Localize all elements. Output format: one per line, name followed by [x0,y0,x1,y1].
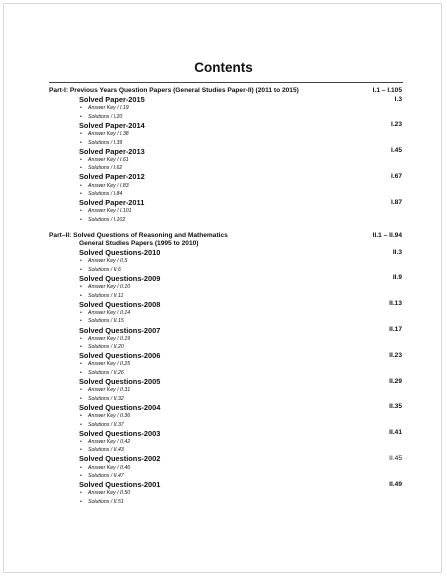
solutions-ref [80,447,124,453]
toc-entry-page: II.49 [389,480,402,488]
toc-entry-page: I.3 [394,95,402,103]
answer-key-text: Answer Key / I.38 [88,130,129,137]
part-subtitle-row [0,240,447,249]
toc-subentry-row [0,335,447,344]
answer-key-text: Answer Key / II.46 [88,464,131,471]
toc-entry-page: II.35 [389,403,402,411]
toc-entry-row[interactable] [0,249,447,258]
solutions-ref [80,217,125,223]
toc-entry-title[interactable]: Solved Questions-2010 [79,248,161,258]
toc-entry-title[interactable]: Solved Paper-2012 [79,172,145,182]
solutions-text: Solutions / II.43 [88,447,124,454]
solutions-text: Solutions / I.20 [88,113,123,120]
toc-entry-title[interactable]: Solved Questions-2008 [79,299,161,309]
answer-key-ref [80,387,130,393]
solutions-text: Solutions / I.39 [88,139,123,146]
toc-subentry-row [0,369,447,378]
toc-subentry-row [0,257,447,266]
solutions-text: Solutions / I.84 [88,191,123,198]
toc-entry-row[interactable] [0,326,447,335]
solutions-ref [80,499,124,505]
toc-subentry-row [0,438,447,447]
solutions-ref [80,370,124,376]
toc-entry-page: II.45 [389,454,402,462]
title-underline [49,82,403,83]
toc-entry-title[interactable]: Solved Questions-2005 [79,377,161,387]
toc-subentry-row [0,395,447,404]
toc-entry-title[interactable]: Solved Paper-2013 [79,146,145,156]
answer-key-ref [80,490,130,496]
answer-key-ref [80,336,130,342]
toc-subentry-row [0,216,447,225]
part-page-range: I.1 – I.105 [372,87,402,94]
bullet-icon: • [80,498,82,505]
toc-subentry-row [0,182,447,191]
bullet-icon: • [80,387,82,394]
answer-key-text: Answer Key / II.10 [88,284,131,291]
solutions-text: Solutions / II.51 [88,498,124,505]
toc-entry-page: II.17 [389,326,402,334]
toc-entry-row[interactable] [0,481,447,490]
bullet-icon: • [80,421,82,428]
toc-subentry-row [0,309,447,318]
solutions-ref [80,293,123,299]
part-subtitle: General Studies Papers (1995 to 2010) [79,240,199,248]
solutions-text: Solutions / II.26 [88,370,124,376]
toc-subentry-row [0,113,447,122]
answer-key-text: Answer Key / II.42 [88,438,131,445]
toc-entry-row[interactable] [0,96,447,105]
solutions-text: Solutions / II.6 [88,266,121,273]
bullet-icon: • [80,335,82,342]
toc-subentry-row [0,412,447,421]
toc-entry-page: II.9 [392,274,402,282]
solutions-ref [80,267,121,273]
answer-key-text: Answer Key / II.25 [88,361,131,368]
bullet-icon: • [80,130,82,137]
bullet-icon: • [80,438,82,445]
bullet-icon: • [80,105,82,112]
solutions-text: Solutions / II.47 [88,473,124,480]
toc-entry-row[interactable] [0,300,447,309]
toc-subentry-row [0,464,447,473]
answer-key-text: Answer Key / I.101 [88,208,132,215]
toc-entry-row[interactable] [0,121,447,130]
toc-subentry-row [0,360,447,369]
toc-subentry-row [0,207,447,216]
solutions-ref [80,140,122,146]
answer-key-ref [80,413,130,419]
toc-subentry-row [0,421,447,430]
answer-key-text: Answer Key / I.61 [88,156,129,163]
toc-subentry-row [0,472,447,481]
solutions-text: Solutions / II.15 [88,318,124,325]
toc-subentry-row [0,446,447,455]
solutions-ref [80,422,124,428]
solutions-ref [80,396,124,402]
bullet-icon: • [80,258,82,265]
bullet-icon: • [80,361,82,368]
answer-key-text: Answer Key / II.36 [88,412,131,419]
bullet-icon: • [80,464,82,471]
toc-subentry-row [0,292,447,301]
bullet-icon: • [80,318,82,325]
toc-subentry-row [0,139,447,148]
bullet-icon: • [80,344,82,351]
bullet-icon: • [80,191,82,198]
bullet-icon: • [80,113,82,120]
toc-entry-row[interactable] [0,274,447,283]
bullet-icon: • [80,473,82,480]
toc-entry-page: II.41 [389,429,402,437]
toc-entry-page: I.45 [391,147,402,155]
toc-entry-row[interactable] [0,403,447,412]
toc-entry-row[interactable] [0,352,447,361]
bullet-icon: • [80,208,82,215]
bullet-icon: • [80,370,82,376]
table-of-contents [0,86,447,507]
answer-key-ref [80,361,130,367]
answer-key-text: Answer Key / I.19 [88,105,129,112]
bullet-icon: • [80,447,82,454]
toc-entry-page: I.23 [391,121,402,129]
toc-entry-page: I.67 [391,172,402,180]
toc-entry-page: II.13 [389,300,402,308]
answer-key-text: Answer Key / I.83 [88,182,129,189]
part-page-range: II.1 – II.94 [372,231,402,239]
answer-key-text: Answer Key / II.14 [88,309,131,316]
toc-subentry-row [0,343,447,352]
toc-entry-row[interactable] [0,147,447,156]
toc-entry-title[interactable]: Solved Paper-2011 [79,198,145,208]
part-heading-row [0,232,447,241]
toc-entry-title[interactable]: Solved Questions-2002 [79,454,161,464]
toc-subentry-row [0,317,447,326]
toc-entry-title[interactable]: Solved Questions-2006 [79,351,161,361]
toc-subentry-row [0,283,447,292]
toc-entry-title[interactable]: Solved Questions-2004 [79,402,161,412]
answer-key-ref [80,183,129,189]
bullet-icon: • [80,139,82,146]
solutions-text: Solutions / II.20 [88,344,124,351]
part-heading-row [0,87,447,96]
answer-key-ref [80,465,130,471]
toc-subentry-row [0,130,447,139]
bullet-icon: • [80,395,82,402]
solutions-text: Solutions / II.11 [88,292,124,299]
toc-entry-row[interactable] [0,199,447,208]
answer-key-ref [80,310,130,316]
toc-entry-title[interactable]: Solved Questions-2009 [79,273,161,283]
toc-entry-title[interactable]: Solved Questions-2001 [79,480,161,490]
bullet-icon: • [80,490,82,497]
toc-entry-page: II.3 [392,248,402,256]
toc-subentry-row [0,489,447,498]
bullet-icon: • [80,156,82,163]
bullet-icon: • [80,165,82,172]
bullet-icon: • [80,216,82,223]
part-heading: Part-I: Previous Years Question Papers (General Studies Paper-II) (2011 to 2015) [49,87,299,94]
solutions-ref [80,165,122,171]
page-title: Contents [194,60,253,75]
answer-key-text: Answer Key / II.50 [88,490,131,497]
toc-entry-title[interactable]: Solved Paper-2015 [79,95,145,105]
toc-entry-row[interactable] [0,429,447,438]
toc-subentry-row [0,190,447,199]
answer-key-text: Answer Key / II.5 [88,258,128,265]
toc-subentry-row [0,156,447,165]
answer-key-text: Answer Key / II.19 [88,335,131,342]
answer-key-ref [80,105,129,111]
toc-entry-row[interactable] [0,173,447,182]
answer-key-ref [80,284,130,290]
bullet-icon: • [80,412,82,419]
toc-entry-page: II.29 [389,377,402,385]
solutions-text: Solutions / II.32 [88,395,124,402]
toc-entry-title[interactable]: Solved Paper-2014 [79,120,145,130]
toc-subentry-row [0,498,447,507]
toc-entry-page: I.87 [391,198,402,206]
answer-key-ref [80,208,132,214]
answer-key-text: Answer Key / II.31 [88,387,131,394]
toc-subentry-row [0,164,447,173]
solutions-text: Solutions / II.37 [88,421,124,428]
bullet-icon: • [80,284,82,291]
toc-subentry-row [0,266,447,275]
solutions-ref [80,473,124,479]
solutions-text: Solutions / I.62 [88,165,123,172]
bullet-icon: • [80,292,82,299]
toc-entry-row[interactable] [0,455,447,464]
toc-entry-row[interactable] [0,378,447,387]
solutions-ref [80,318,124,324]
answer-key-ref [80,157,129,163]
part-heading: Part–II: Solved Questions of Reasoning and Mathematics [49,231,228,239]
toc-subentry-row [0,104,447,113]
solutions-ref [80,191,122,197]
answer-key-ref [80,258,127,264]
solutions-ref [80,114,122,120]
bullet-icon: • [80,266,82,273]
answer-key-ref [80,131,129,137]
toc-entry-title[interactable]: Solved Questions-2003 [79,428,161,438]
solutions-text: Solutions / I.102 [88,216,126,223]
toc-entry-title[interactable]: Solved Questions-2007 [79,325,161,335]
solutions-ref [80,344,124,350]
bullet-icon: • [80,182,82,189]
answer-key-ref [80,439,130,445]
bullet-icon: • [80,309,82,316]
toc-entry-page: II.23 [389,351,402,359]
toc-subentry-row [0,386,447,395]
